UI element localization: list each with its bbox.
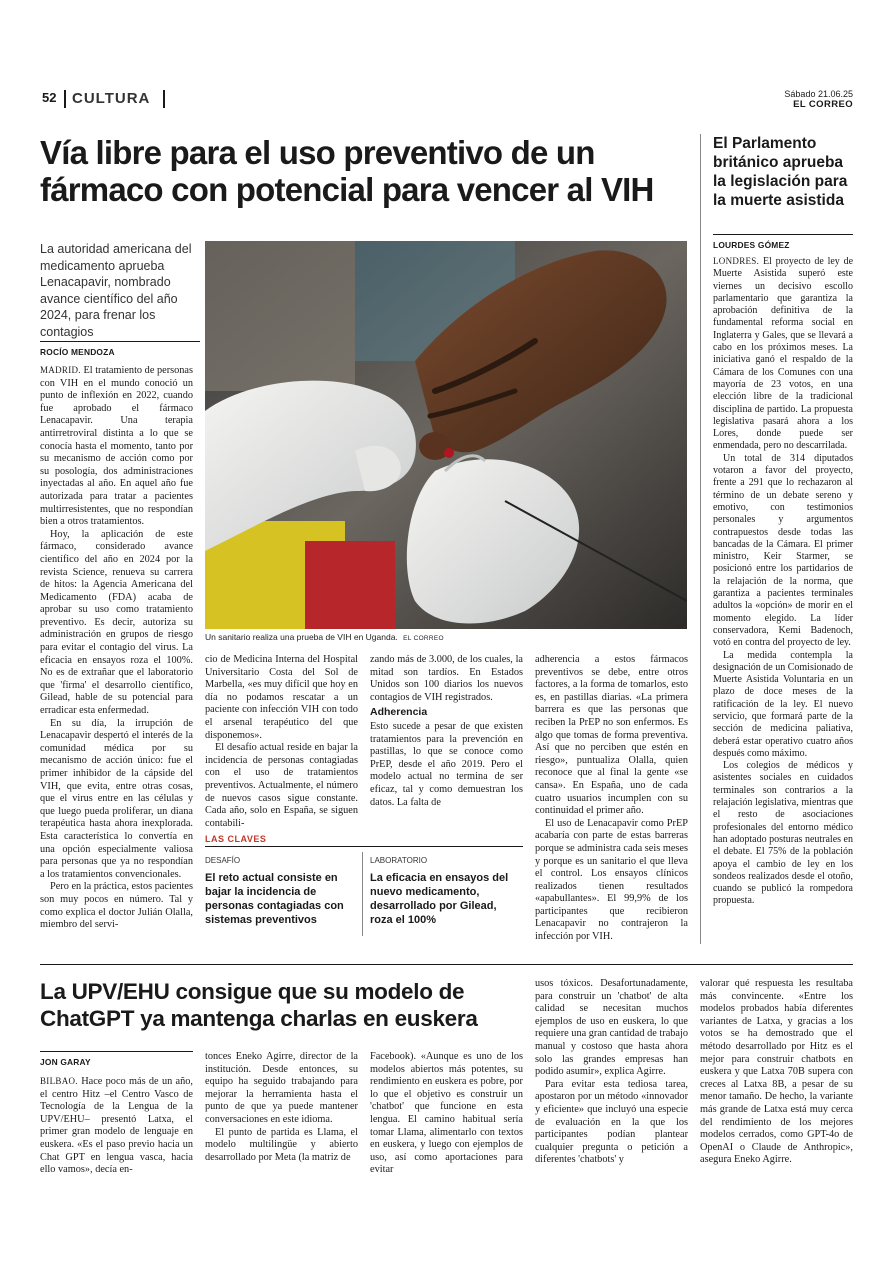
side-headline: El Parlamento británico aprueba la legislación para la muerte asistida xyxy=(713,135,848,209)
side-dateline: LONDRES. xyxy=(713,256,760,266)
main-paragraph: Pero en la práctica, estos pacientes son muy pocos en número. Tal y como explica el doctor Julián Olalla, miembro del servi- xyxy=(40,881,193,931)
side-paragraph: La medida contempla la designación de un Comisionado de Muerte Asistida Voluntaria en un plazo de doce meses de la ratificación de la ley. El nuevo servicio, que formará parte de la sección de medicina paliativa, deberá estar operativo cuatro años después como máximo. xyxy=(713,649,853,759)
side-paragraph: Los colegios de médicos y asistentes sociales en cuidados terminales son contrarios a la relajación legislativa, mientras que el resto de asociaciones profesionales del entorno médico han adoptado posturas neutrales en el debate. El 75% de la población apoya el cambio de ley en los sondeos realizados desde el otoño, cuando se publicó la rompedora propuesta. xyxy=(713,760,853,907)
claves-divider xyxy=(362,852,363,936)
claves-label: LAS CLAVES xyxy=(205,834,267,844)
main-dateline: MADRID. xyxy=(40,365,81,375)
newspaper-name: EL CORREO xyxy=(793,99,853,110)
claves-text-1: El reto actual consiste en bajar la incidencia de personas contagiadas con sistemas preventivos xyxy=(205,872,344,926)
main-paragraph xyxy=(40,364,193,529)
claves-text-2: La eficacia en ensayos del nuevo medicamento, desarrollado por Gilead, roza el 100% xyxy=(370,872,509,926)
paragraph-text: El tratamiento de personas con VIH en el mundo conoció un punto de inflexión en 2022, cuando fue aprobado el fármaco Lenacapavir. Una terapia antirretroviral distinta a lo que se conocía hasta el momento, tanto por su mecanismo de acción como por su posología, dos administraciones inyectadas al año. En aquel año fue autorizada para tratar a pacientes multirresistentes, que no respondían bien a otros tratamientos. xyxy=(40,365,193,528)
bottom-column-5 xyxy=(700,978,853,1167)
photo-caption: Un sanitario realiza una prueba de VIH en Uganda. xyxy=(205,632,398,642)
main-column-3 xyxy=(370,654,523,809)
side-rule xyxy=(713,234,853,235)
bottom-paragraph: usos tóxicos. Desafortunadamente, para construir un 'chatbot' de alta calidad se necesitan muchos ejemplos de uso en euskera, lo que requiere una gran cantidad de trabajo manual y costoso que hasta ahora solo las grandes empresas han podido asumir», explica Agirre. xyxy=(535,978,688,1078)
side-divider xyxy=(700,134,701,944)
main-column-2 xyxy=(205,654,358,830)
bottom-paragraph xyxy=(40,1075,193,1177)
claves-tag-2: LABORATORIO xyxy=(370,856,428,865)
section-label: CULTURA xyxy=(72,90,151,107)
bottom-byline-rule xyxy=(40,1051,193,1052)
main-paragraph: cio de Medicina Interna del Hospital Universitario Costa del Sol de Marbella, «es muy difícil que hoy en día no podamos rescatar a un paciente con infección VIH con todo el arsenal terapéutico del que disponemos». xyxy=(205,654,358,741)
bottom-column-1 xyxy=(40,1075,193,1177)
side-paragraph: Un total de 314 diputados votaron a favor del proyecto, frente a 291 que lo rechazaron al término de un debate sereno y emotivo, con testimonios personales y argumentos contrapuestos desde todas las bancadas de la Cámara. El primer ministro, Keir Starmer, se posicionó entre los partidarios de la relajación de la norma, que garantiza a pacientes terminales adultos la «opción» de morir en el momento elegido. La líder conservadora, Kemi Badenoch, votó en contra del proyecto de ley. xyxy=(713,452,853,649)
header-divider-right xyxy=(163,90,165,108)
main-byline: ROCÍO MENDOZA xyxy=(40,347,115,357)
standfirst-rule xyxy=(40,341,200,342)
claves-tag-1: DESAFÍO xyxy=(205,856,241,865)
article-photo xyxy=(205,241,687,629)
bottom-dateline: BILBAO. xyxy=(40,1076,78,1086)
bottom-paragraph: Para evitar esta tediosa tarea, apostaron por un método «innovador y eficiente» que incluyó una especie de evaluación en la que los participantes podían plantear cualquier pregunta o petición a diferentes 'chatbots' y xyxy=(535,1078,688,1166)
main-paragraph: El desafío actual reside en bajar la incidencia de personas contagiadas con el uso de tratamientos preventivos. Actualmente, el número de nuevos casos sigue constante. Cada año, solo en España, se siguen contabili- xyxy=(205,742,358,829)
bottom-paragraph: valorar qué respuesta les resultaba más convincente. «Entre los modelos probados había diferentes variantes de Latxa, y gracias a los votos se ha demostrado que el método desarrollado por Hitz es el mejor para construir chatbots en euskera y que Latxa 70B supera con creces al Latxa 8B, a pesar de su menor tamaño. De hecho, la variante más grande de Latxa está muy cerca del rendimiento de los mejores modelos cerrados, como GPT-4o de OpenAI o Claude de Anthropic», asegura Eneko Agirre. xyxy=(700,978,853,1166)
main-paragraph: adherencia a estos fármacos preventivos se debe, entre otros factores, a la forma de tomarlos, esto es, en pastillas diarias. «La primera barrera es que las personas que reciben la PrEP no son enfermos. Es algo que tomas de forma preventiva. Así que no perciben que estén en riesgo», puntualiza Olalla, quien reconoce que al final la gente «se cansa». En España, uno de cada cuatro usuarios incumplen con su continuidad el primer año. xyxy=(535,654,688,817)
main-headline: Vía libre para el uso preventivo de un fármaco con potencial para vencer al VIH xyxy=(40,134,654,208)
header-divider xyxy=(64,90,66,108)
side-byline: LOURDES GÓMEZ xyxy=(713,240,790,250)
photo-credit: EL CORREO xyxy=(403,635,444,642)
bottom-column-2 xyxy=(205,1051,358,1164)
side-paragraph xyxy=(713,255,853,453)
main-column-4 xyxy=(535,654,688,944)
main-column-1 xyxy=(40,364,193,932)
main-paragraph: En su día, la irrupción de Lenacapavir despertó el interés de la comunidad médica por su mecanismo de acción único: fue el primer inhibidor de la cápside del VIH, que evita, entre otras cosas, que el virus entre en las células y que luego pueda proliferar, un diana terapéutica hasta ahora inexplorada. Esta característica lo convertía en una opción especialmente valiosa para personas que ya no respondían a los tratamientos convencionales. xyxy=(40,717,193,880)
paragraph-text: El proyecto de ley de Muerte Asistida superó este viernes un decisivo escollo parlamentario que garantiza la aprobación definitiva de la fundamental reforma social en Inglaterra y Gales, que se llevará a cabo en los próximos meses. La iniciativa ganó el respaldo de la Cámara de los Comunes con una mayoría de 23 votos, en una elección libre de la tradicional disciplina de partido. La propuesta legislativa pasará ahora a los Lores, donde puede ser enmendada, pero no descarrilada. xyxy=(713,256,854,452)
bottom-paragraph: tonces Eneko Agirre, director de la institución. Desde entonces, su equipo ha seguido trabajando para mejorar la herramienta hasta el punto de que ya puede mantener conversaciones en este idioma. xyxy=(205,1051,358,1125)
bottom-headline: La UPV/EHU consigue que su modelo de ChatGPT ya mantenga charlas en euskera xyxy=(40,979,478,1031)
issue-date: Sábado 21.06.25 xyxy=(784,89,853,99)
paragraph-text: Hace poco más de un año, el centro Hitz –el Centro Vasco de Tecnología de la Lengua de la UPV/EHU– presentó Latxa, el primer gran modelo de lenguaje en euskera. «Es el paso previo hacia un Chat GPT en lengua vasca, hacia ello vamos», decía en- xyxy=(40,1076,194,1176)
bottom-column-4 xyxy=(535,978,688,1167)
subhead-adherencia: Adherencia xyxy=(370,706,428,719)
main-paragraph: Hoy, la aplicación de este fármaco, considerado avance científico del año en 2024 por la revista Science, renueva su carrera de hitos: la Agencia Americana del Medicamento (FDA) acaba de aprobar su uso como tratamiento preventivo. Es decir, autoriza su administración en grupos de riesgo para evitar el contagio del virus. La eficacia en ensayos roza el 100%. No es de extrañar que el laboratorio que 'firma' el desarrollo científico, Gilead, hable de su potencial para erradicar esta enfermedad. xyxy=(40,528,193,717)
main-paragraph: zando más de 3.000, de los cuales, la mitad son tardíos. En Estados Unidos son 100 diarios los nuevos contagios de VIH registrados. xyxy=(370,654,523,703)
bottom-byline: JON GARAY xyxy=(40,1057,91,1067)
main-paragraph: El uso de Lenacapavir como PrEP acabaría con parte de estas barreras porque se administra cada seis meses y porque es un sanitario el que lleva el control. Los ensayos clínicos realizados tienen resultados «apabullantes». El 99,9% de los participantes que recibieron Lenacapavir no contrajeron la infección por VIH. xyxy=(535,817,688,943)
side-column xyxy=(713,255,853,908)
photo-caption-wrap xyxy=(205,632,444,642)
photo-illustration xyxy=(205,241,687,629)
bottom-column-3 xyxy=(370,1051,523,1177)
bottom-paragraph: El punto de partida es Llama, el modelo multilingüe y abierto desarrollado por Meta (la matriz de xyxy=(205,1126,358,1163)
bottom-paragraph: Facebook). «Aunque es uno de los modelos abiertos más potentes, su rendimiento en euskera es pobre, por lo que el objetivo es construir un 'chatbot' que funcione en esta lengua. El camino habitual sería tomar Llama, alimentarlo con textos en euskera, y luego con ejemplos de uso, así como aportaciones para evitar xyxy=(370,1051,523,1176)
claves-rule xyxy=(205,846,523,847)
page-number: 52 xyxy=(42,90,57,105)
bottom-article-rule xyxy=(40,964,853,965)
standfirst: La autoridad americana del medicamento aprueba Lenacapavir, nombrado avance científico del año 2024, para frenar los contagios xyxy=(40,242,192,339)
main-paragraph: Esto sucede a pesar de que existen tratamientos para la prevención en pastillas, lo que se conoce como PrEP, desde el año 2019. Pero el modelo actual no termina de ser eficaz, tal y como demuestran los datos. La falta de xyxy=(370,720,523,808)
